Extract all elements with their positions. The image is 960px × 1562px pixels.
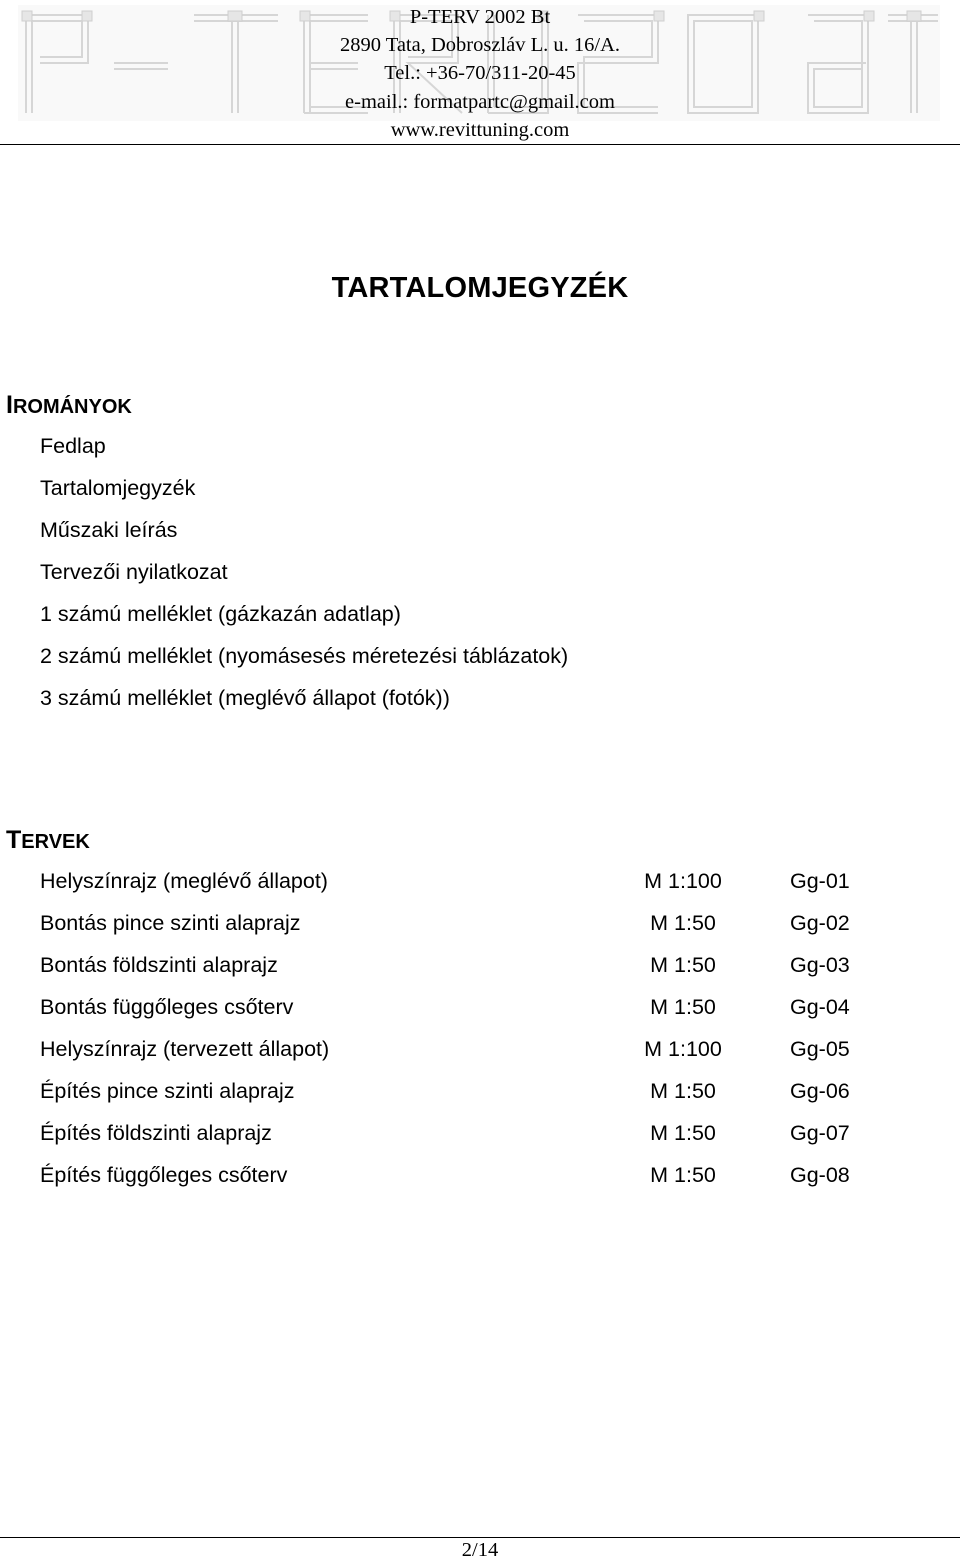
page-title: TARTALOMJEGYZÉK — [331, 272, 629, 304]
table-row — [0, 1079, 960, 1109]
plan-code: Gg-06 — [790, 1079, 850, 1103]
plan-name: Építés függőleges csőterv — [40, 1163, 288, 1187]
plan-name: Bontás függőleges csőterv — [40, 995, 294, 1019]
list-item: Műszaki leírás — [40, 518, 178, 542]
table-row — [0, 1163, 960, 1193]
list-item: Fedlap — [40, 434, 106, 458]
footer-divider — [0, 1537, 960, 1538]
plan-code: Gg-05 — [790, 1037, 850, 1061]
page-number: 2/14 — [461, 1539, 499, 1561]
plan-code: Gg-01 — [790, 869, 850, 893]
plan-scale: M 1:100 — [644, 1037, 722, 1061]
plan-scale: M 1:50 — [650, 911, 716, 935]
plan-code: Gg-03 — [790, 953, 850, 977]
heading-rest: ERVEK — [21, 831, 90, 853]
letterhead — [0, 0, 960, 146]
company-name: P-TERV 2002 Bt — [409, 6, 551, 28]
plan-scale: M 1:50 — [650, 953, 716, 977]
plan-name: Helyszínrajz (meglévő állapot) — [40, 869, 328, 893]
table-row — [0, 995, 960, 1025]
heading-initial: I — [6, 391, 13, 419]
section-heading-iromanyok — [6, 391, 132, 420]
plan-scale: M 1:100 — [644, 869, 722, 893]
company-email: e-mail.: formatpartc@gmail.com — [345, 90, 615, 113]
section-heading-tervek — [6, 826, 90, 855]
table-row — [0, 1121, 960, 1151]
heading-rest: ROMÁNYOK — [12, 396, 132, 418]
list-item: Tartalomjegyzék — [40, 476, 196, 500]
table-row — [0, 869, 960, 899]
table-row — [0, 1037, 960, 1067]
plan-name: Bontás pince szinti alaprajz — [40, 911, 301, 935]
plan-scale: M 1:50 — [650, 1079, 716, 1103]
table-row — [0, 911, 960, 941]
plan-name: Bontás földszinti alaprajz — [40, 953, 278, 977]
plan-code: Gg-07 — [790, 1121, 850, 1145]
list-item: 3 számú melléklet (meglévő állapot (fotók)) — [40, 686, 450, 710]
list-item: 2 számú melléklet (nyomásesés méretezési táblázatok) — [40, 644, 569, 668]
plan-scale: M 1:50 — [650, 1163, 716, 1187]
company-contact-block — [0, 3, 960, 144]
table-row — [0, 953, 960, 983]
list-item: Tervezői nyilatkozat — [40, 560, 228, 584]
company-phone: Tel.: +36-70/311-20-45 — [384, 62, 576, 85]
list-item: 1 számú melléklet (gázkazán adatlap) — [40, 602, 401, 626]
plan-name: Építés pince szinti alaprajz — [40, 1079, 295, 1103]
header-divider — [0, 144, 960, 145]
plan-name: Helyszínrajz (tervezett állapot) — [40, 1037, 330, 1061]
company-address: 2890 Tata, Dobroszláv L. u. 16/A. — [339, 34, 620, 57]
plan-scale: M 1:50 — [650, 1121, 716, 1145]
plan-name: Építés földszinti alaprajz — [40, 1121, 272, 1145]
plan-code: Gg-08 — [790, 1163, 850, 1187]
plan-scale: M 1:50 — [650, 995, 716, 1019]
company-website[interactable]: www.revittuning.com — [390, 118, 570, 141]
plan-code: Gg-04 — [790, 995, 850, 1019]
heading-initial: T — [6, 826, 22, 854]
plan-code: Gg-02 — [790, 911, 850, 935]
